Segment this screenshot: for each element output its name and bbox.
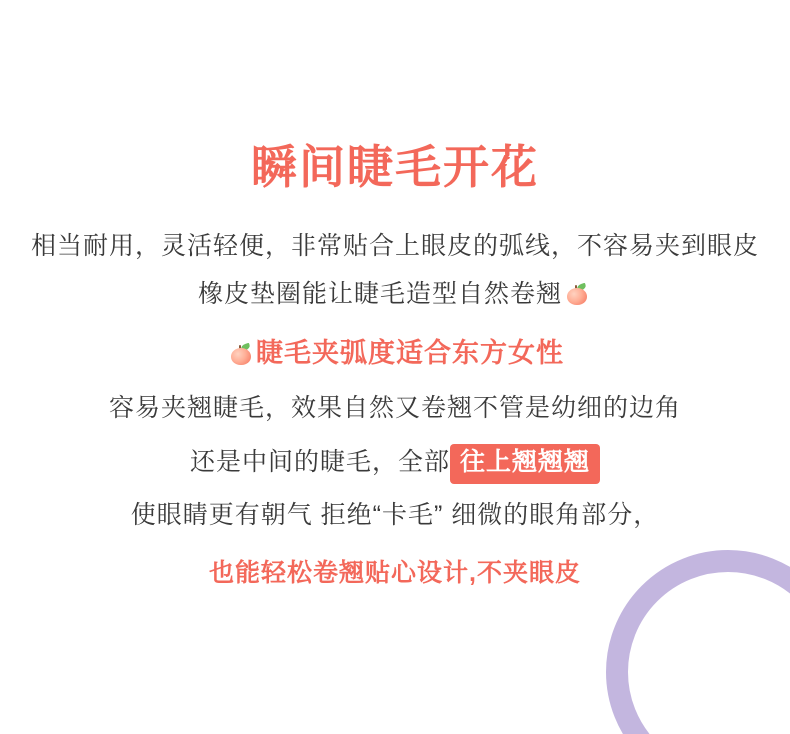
feature-line-2-row — [0, 271, 790, 319]
highlight-badge: 往上翘翘翘 — [450, 444, 600, 484]
feature-line-4-prefix: 还是中间的睫毛，全部 — [189, 447, 450, 476]
feature-line-5: 使眼睛更有朝气 拒绝“卡毛” 细微的眼角部分， — [130, 501, 660, 530]
sub-headline-text: 睫毛夹弧度适合东方女性 — [256, 338, 564, 369]
feature-line-3: 容易夹翘睫毛，效果自然又卷翘不管是幼细的边角 — [108, 394, 681, 423]
feature-line-1: 相当耐用，灵活轻便，非常贴合上眼皮的弧线，不容易夹到眼皮 — [30, 232, 759, 261]
page-title: 瞬间睫毛开花 — [251, 141, 539, 193]
sub-headline-row — [0, 332, 790, 375]
feature-line-6: 也能轻松卷翘贴心设计,不夹眼皮 — [209, 558, 581, 587]
peach-icon — [230, 344, 252, 366]
feature-line-4-row — [0, 439, 790, 487]
feature-line-2-text: 橡皮垫圈能让睫毛造型自然卷翘 — [197, 279, 562, 308]
peach-icon — [566, 284, 588, 306]
